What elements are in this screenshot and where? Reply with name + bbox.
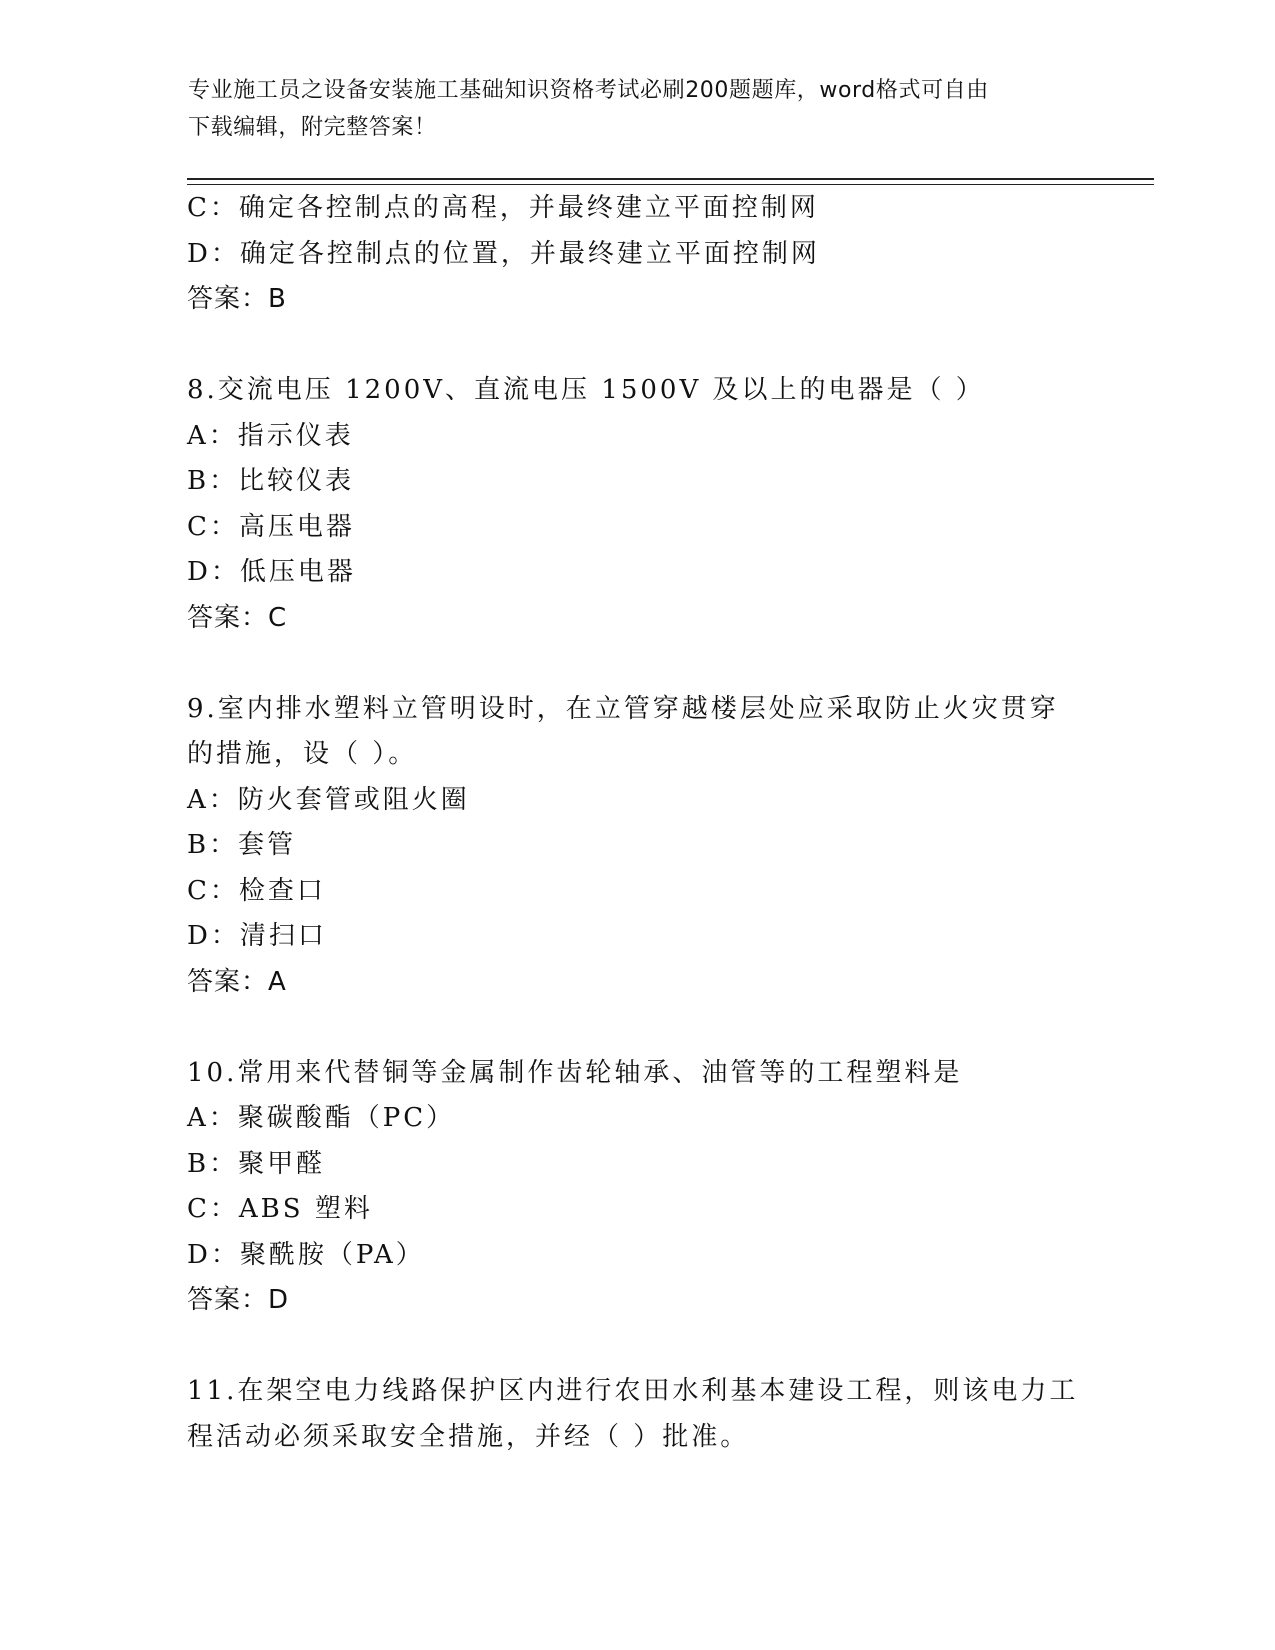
document-header <box>188 72 1088 146</box>
question-stem-continued: 的措施，设（ ）。 <box>187 739 418 769</box>
header-title-line-1: 专业施工员之设备安装施工基础知识资格考试必刷200题题库，word格式可自由 <box>188 78 989 103</box>
question-stem: 9.室内排水塑料立管明设时，在立管穿越楼层处应采取防止火灾贯穿 <box>187 693 1059 724</box>
header-divider-thin <box>187 184 1154 185</box>
option-d: D：清扫口 <box>187 921 327 951</box>
header-divider-thick <box>187 178 1154 180</box>
header-title-line-2: 下载编辑，附完整答案！ <box>188 115 437 140</box>
question-10 <box>187 1051 1107 1324</box>
question-stem-continued: 程活动必须采取安全措施，并经（ ）批准。 <box>187 1421 750 1452</box>
answer-line: 答案：C <box>187 602 288 633</box>
answer-line: 答案：B <box>187 284 287 314</box>
option-c: C：高压电器 <box>187 511 355 542</box>
option-b: B：比较仪表 <box>187 466 355 496</box>
answer-line: 答案：D <box>187 1285 290 1315</box>
question-gap <box>187 323 1107 369</box>
option-b: B：聚甲醛 <box>187 1148 326 1179</box>
question-gap <box>187 641 1107 687</box>
question-8 <box>187 368 1107 641</box>
answer-line: 答案：A <box>187 966 287 997</box>
option-c: C：确定各控制点的高程，并最终建立平面控制网 <box>187 193 819 223</box>
option-d: D：确定各控制点的位置，并最终建立平面控制网 <box>187 238 820 269</box>
option-d: D：聚酰胺（PA） <box>187 1239 425 1270</box>
option-c: C：ABS 塑料 <box>187 1194 373 1224</box>
question-11 <box>187 1369 1107 1460</box>
option-c: C：检查口 <box>187 875 326 906</box>
option-a: A：聚碳酸酯（PC） <box>187 1103 456 1133</box>
question-stem: 10.常用来代替铜等金属制作齿轮轴承、油管等的工程塑料是 <box>187 1057 963 1088</box>
option-b: B：套管 <box>187 830 297 860</box>
option-a: A：防火套管或阻火圈 <box>187 784 470 815</box>
option-d: D：低压电器 <box>187 557 356 587</box>
option-a: A：指示仪表 <box>187 420 354 451</box>
question-stem: 8.交流电压 1200V、直流电压 1500V 及以上的电器是（ ） <box>187 375 985 405</box>
question-stem: 11.在架空电力线路保护区内进行农田水利基本建设工程，则该电力工 <box>187 1376 1079 1406</box>
question-gap <box>187 1005 1107 1051</box>
question-7-continued <box>187 186 1107 323</box>
question-gap <box>187 1324 1107 1370</box>
question-9 <box>187 687 1107 1006</box>
question-list <box>187 186 1107 1460</box>
